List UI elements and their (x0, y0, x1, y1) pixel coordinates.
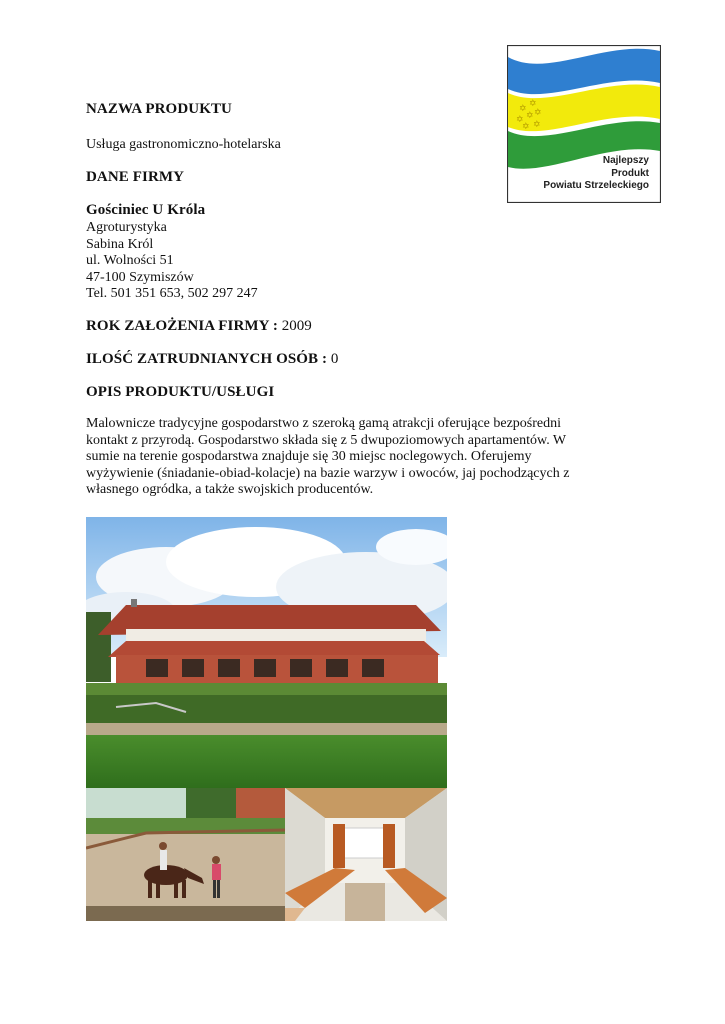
svg-text:✡: ✡ (533, 119, 541, 129)
logo-line: Powiatu Strzeleckiego (543, 180, 649, 192)
description-line: kontakt z przyrodą. Gospodarstwo składa się z 5 dwupoziomowych apartamentów. W (86, 432, 567, 448)
svg-text:✡: ✡ (522, 121, 530, 131)
company-name: Gościniec U Króla (86, 202, 206, 218)
horse-riding-photo (86, 788, 285, 921)
description-paragraph (86, 416, 640, 499)
description-line: wyżywienie (śniadanie-obiad-kolacje) na bazie warzyw i owoców, jaj pochodzących z (86, 465, 570, 481)
employees-label: ILOŚĆ ZATRUDNIANYCH OSÓB : (86, 351, 328, 367)
product-name: Usługa gastronomiczno-hotelarska (86, 137, 281, 152)
company-line: ul. Wolności 51 (86, 253, 174, 268)
product-heading: NAZWA PRODUKTU (86, 101, 232, 117)
svg-text:✡: ✡ (526, 110, 534, 120)
company-line: 47-100 Szymiszów (86, 269, 194, 285)
svg-text:✡: ✡ (516, 114, 524, 124)
farmhouse-photo (86, 517, 447, 788)
company-line: Sabina Król (86, 236, 154, 252)
description-line: własnego ogródka, a także swojskich producentów. (86, 482, 374, 497)
company-heading: DANE FIRMY (86, 169, 185, 185)
award-logo (507, 45, 661, 203)
founded-value: 2009 (281, 318, 312, 334)
description-line: Malownicze tradycyjne gospodarstwo z szeroką gamą atrakcji oferujące bezpośredni (86, 416, 562, 431)
svg-text:✡: ✡ (534, 107, 542, 117)
logo-caption (543, 155, 649, 193)
employees-row (86, 351, 338, 368)
svg-text:✡: ✡ (529, 98, 537, 108)
company-line: Agroturystyka (86, 220, 167, 235)
logo-line: Produkt (611, 167, 649, 179)
room-interior-photo (285, 788, 447, 921)
founded-row (86, 318, 312, 335)
svg-text:✡: ✡ (519, 103, 527, 113)
description-heading: OPIS PRODUKTU/USŁUGI (86, 384, 275, 400)
company-phone: Tel. 501 351 653, 502 297 247 (86, 286, 258, 301)
description-line: sumie na terenie gospodarstwa znajduje się 30 miejsc noclegowych. Oferujemy (86, 449, 532, 464)
company-details (86, 220, 258, 303)
logo-line: Najlepszy (602, 155, 649, 166)
founded-label: ROK ZAŁOŻENIA FIRMY : (86, 318, 278, 334)
employees-value: 0 (330, 351, 339, 367)
